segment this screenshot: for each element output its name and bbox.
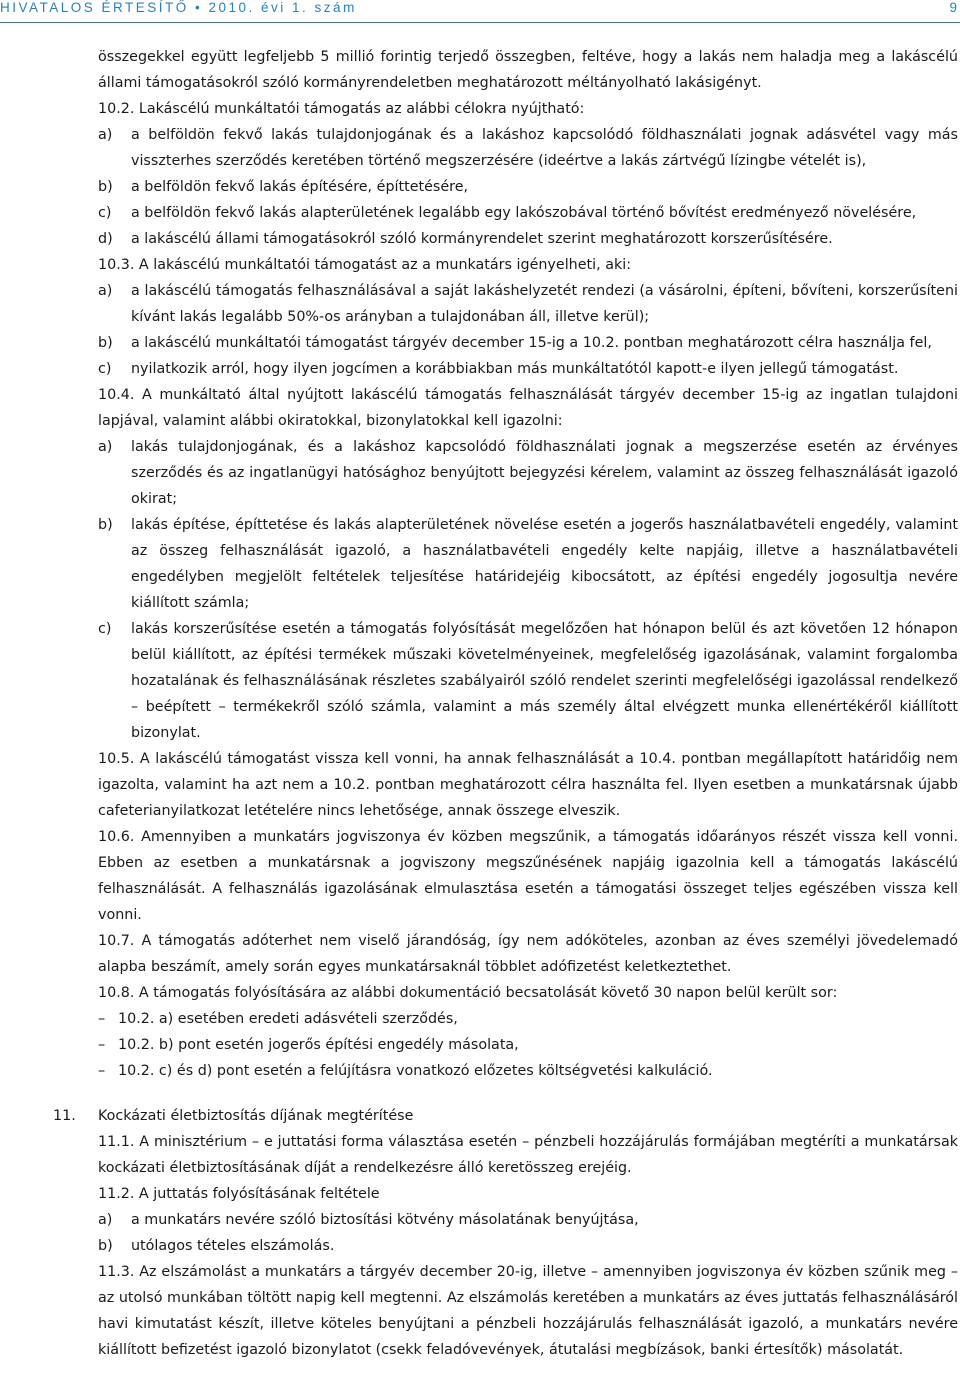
list-item [98, 1006, 958, 1032]
list-item [98, 356, 958, 382]
list-item-text: a lakáscélú munkáltatói támogatást tárgyév december 15-ig a 10.2. pontban meghatározott célra használja fel, [131, 335, 932, 351]
list-item [98, 616, 958, 746]
list-item-label: d) [98, 231, 113, 247]
document-body [53, 44, 958, 1363]
page-number: 9 [949, 0, 957, 15]
list-item-text: a belföldön fekvő lakás alapterületének legalább egy lakószobával történő bővítést eredményező növelésére, [131, 205, 917, 221]
section-11-2-list [98, 1207, 958, 1259]
list-item-text: a belföldön fekvő lakás építésére, építtetésére, [131, 179, 469, 195]
list-item [98, 226, 958, 252]
list-item-label: a) [98, 439, 113, 455]
section-10-4-paragraph: 10.4. A munkáltató által nyújtott lakáscélú támogatás felhasználását tárgyév december 15-ig az ingatlan tulajdoni lapjával, valamint alábbi okiratokkal, bizonylatokkal kell igazolni: [98, 387, 958, 429]
list-item-text: a lakáscélú támogatás felhasználásával a saját lakáshelyzetét rendezi (a vásárolni, építeni, bővíteni, korszerűsíteni kívánt lakás legalább 50%-os arányban a tulajdonában áll, illetve kerül); [131, 283, 958, 325]
list-item-text: lakás tulajdonjogának, és a lakáshoz kapcsolódó földhasználati jognak a megszerzése esetén az érvényes szerződés és az ingatlanügyi hatósághoz benyújtott bejegyzési kérelem, valamint az összeg felhasználását igazoló okirat; [131, 439, 958, 507]
list-item-label: b) [98, 517, 113, 533]
list-item-label: a) [98, 283, 113, 299]
list-item [98, 278, 958, 330]
section-10-3-heading: 10.3. A lakáscélú munkáltatói támogatást az a munkatárs igényelheti, aki: [98, 257, 632, 273]
section-11-2-heading: 11.2. A juttatás folyósításának feltétele [98, 1186, 380, 1202]
list-item-label: c) [98, 621, 112, 637]
section-10-8-list [98, 1006, 958, 1084]
list-item-text: a belföldön fekvő lakás tulajdonjogának és a lakáshoz kapcsolódó földhasználati jognak adásvétel vagy más visszterhes szerződés keretében történő megszerzésére (ideértve a lakás zártvégű lízingbe vételét is), [131, 127, 958, 169]
list-item [98, 200, 958, 226]
list-item-dash: – [98, 1063, 106, 1079]
list-item-text: 10.2. a) esetében eredeti adásvételi szerződés, [118, 1011, 458, 1027]
list-item-text: 10.2. b) pont esetén jogerős építési engedély másolata, [118, 1037, 519, 1053]
section-title: Kockázati életbiztosítás díjának megtérítése [98, 1108, 414, 1124]
section-10-3-list [98, 278, 958, 382]
list-item [98, 1058, 958, 1084]
list-item-text: a lakáscélú állami támogatásokról szóló kormányrendelet szerint meghatározott korszerűsítésére. [131, 231, 833, 247]
list-item [98, 512, 958, 616]
list-item-text: utólagos tételes elszámolás. [131, 1238, 335, 1254]
list-item-text: lakás korszerűsítése esetén a támogatás folyósítását megelőzően hat hónapon belül és azt követően 12 hónapon belül kiállított, az építési termékek műszaki követelményeinek, megfelelőség igazolásának, valamint forgalomba hozatalának és felhasználásának részletes szabályairól szóló rendelet szerinti megfelelőségi igazolással rendelkező – beépített – termékekről szóló számla, valamint a más személy által elvégzett munka ellenértékéről kiállított bizonylat. [131, 621, 958, 741]
list-item-dash: – [98, 1037, 106, 1053]
list-item-label: b) [98, 335, 113, 351]
list-item-text: a munkatárs nevére szóló biztosítási kötvény másolatának benyújtása, [131, 1212, 639, 1228]
list-item [98, 330, 958, 356]
list-item-label: c) [98, 361, 112, 377]
list-item-label: a) [98, 1212, 113, 1228]
section-10-7-paragraph: 10.7. A támogatás adóterhet nem viselő járandóság, így nem adóköteles, azonban az éves személyi jövedelemadó alapba beszámít, amely során egyes munkatársaknál többlet adófizetést keletkeztethet. [98, 933, 958, 975]
publication-title: HIVATALOS ÉRTESÍTŐ • 2010. évi 1. szám [0, 0, 357, 15]
list-item [98, 434, 958, 512]
list-item-text: lakás építése, építtetése és lakás alapterületének növelése esetén a jogerős használatbavételi engedély, valamint az összeg felhasználását igazoló, a használatbavételi engedély kelte napjáig, illetve a használatbavételi engedélyben megjelölt feltételek teljesítése határidejéig kibocsátott, az építési engedély jogosultja nevére kiállított számla; [131, 517, 958, 611]
list-item [98, 1207, 958, 1233]
header-rule [0, 22, 960, 23]
section-11-1-paragraph: 11.1. A minisztérium – e juttatási forma választása esetén – pénzbeli hozzájárulás formájában megtéríti a munkatársak kockázati életbiztosításának díját a rendelkezésre álló keretösszeg erejéig. [98, 1134, 958, 1176]
list-item-label: b) [98, 1238, 113, 1254]
list-item [98, 1233, 958, 1259]
section-10-5-paragraph: 10.5. A lakáscélú támogatást vissza kell vonni, ha annak felhasználását a 10.4. pontban megállapított határidőig nem igazolta, valamint ha azt nem a 10.2. pontban meghatározott célra használta fel. Ilyen esetben a munkatársnak újabb cafeterianyilatkozat letételére nincs lehetősége, annak összege elveszik. [98, 751, 958, 819]
section-10-8-heading: 10.8. A támogatás folyósítására az alábbi dokumentáció becsatolását követő 30 napon belül került sor: [98, 985, 838, 1001]
section-10-2-heading: 10.2. Lakáscélú munkáltatói támogatás az alábbi célokra nyújtható: [98, 101, 585, 117]
list-item-text: 10.2. c) és d) pont esetén a felújításra vonatkozó előzetes költségvetési kalkuláció. [118, 1063, 713, 1079]
list-item-label: c) [98, 205, 112, 221]
list-item-label: a) [98, 127, 113, 143]
list-item [98, 1032, 958, 1058]
list-item [98, 122, 958, 174]
page-header [0, 0, 960, 28]
section-11 [53, 1103, 958, 1363]
section-11-3-paragraph: 11.3. Az elszámolást a munkatárs a tárgyév december 20-ig, illetve – amennyiben jogviszonya év közben szűnik meg – az utolsó munkában töltött napig kell megtenni. Az elszámolás keretében a munkatárs az éves juttatás felhasználásáról havi kimutatást készít, illetve köteles benyújtani a pénzbeli hozzájárulás felhasználását igazoló, a munkatárs nevére kiállított befizetést igazoló bizonylatot (csekk feladóvevények, átutalási megbízások, banki értesítők) másolatát. [98, 1264, 958, 1358]
section-10-4-list [98, 434, 958, 746]
intro-paragraph: összegekkel együtt legfeljebb 5 millió forintig terjedő összegben, feltéve, hogy a lakás nem haladja meg a lakáscélú állami támogatásokról szóló kormányrendeletben meghatározott méltányolható lakásigényt. [98, 49, 958, 91]
section-number: 11. [53, 1108, 76, 1124]
list-item-text: nyilatkozik arról, hogy ilyen jogcímen a korábbiakban más munkáltatótól kapott-e ilyen jellegű támogatást. [131, 361, 899, 377]
list-item-dash: – [98, 1011, 106, 1027]
section-10-6-paragraph: 10.6. Amennyiben a munkatárs jogviszonya év közben megszűnik, a támogatás időarányos részét vissza kell vonni. Ebben az esetben a munkatársnak a jogviszony megszűnésének napjáig igazolnia kell a támogatás lakáscélú felhasználását. A felhasználás igazolásának elmulasztása esetén a támogatási összeget teljes egészében vissza kell vonni. [98, 829, 958, 923]
section-10-2-list [98, 122, 958, 252]
list-item [98, 174, 958, 200]
list-item-label: b) [98, 179, 113, 195]
